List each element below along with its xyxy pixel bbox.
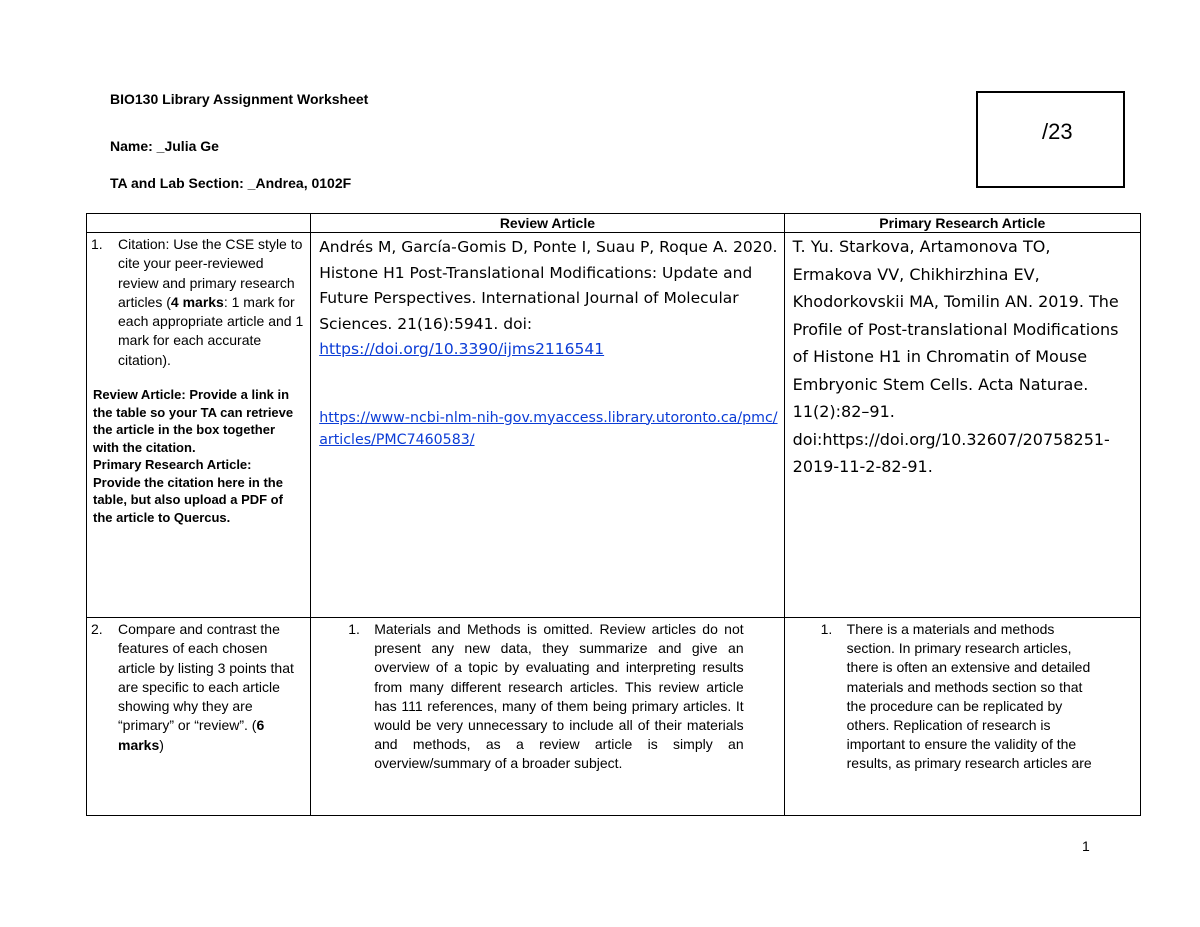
question-number: 1. [91, 236, 103, 252]
instructions [87, 370, 310, 532]
header-review-article: Review Article [311, 214, 784, 233]
question-text-end: ) [159, 736, 164, 753]
ta-lab-section: TA and Lab Section: _Andrea, 0102F [110, 175, 352, 191]
header-primary-article: Primary Research Article [784, 214, 1140, 233]
primary-answer-text: There is a materials and methods section. In primary research articles, there is often an extensive and detailed materials and methods section so that the procedure can be replicated by others. Replication of research is important to ensure the validity of the results, as primary research articles are [846, 621, 1092, 772]
review-answer-text: Materials and Methods is omitted. Review articles do not present any new data, they summarize and give an overview of a topic by evaluating and interpreting results from many different research articles. This review article has 111 references, many of them being primary articles. It would be very unnecessary to include all of their materials and methods, as a review article is simply an overview/summary of a broader subject. [374, 621, 744, 772]
question-text: Citation: Use the CSE style to cite your peer-reviewed review and primary research articles ( [118, 236, 303, 310]
primary-answer [785, 618, 1140, 774]
question-text-end: : 1 mark for each appropriate article and 1 mark for each accurate citation). [118, 293, 304, 368]
marks-label: 6 marks [118, 717, 265, 753]
score-box [976, 91, 1125, 188]
answer-number: 1. [348, 621, 360, 637]
header-empty [87, 214, 311, 233]
table-row [87, 618, 1141, 816]
review-citation-cell [311, 233, 784, 618]
review-link-block [319, 407, 777, 451]
review-answer [311, 618, 783, 774]
question-cell [87, 618, 311, 816]
student-name: Name: _Julia Ge [110, 138, 219, 154]
question-text: Compare and contrast the features of each chosen article by listing 3 points that are specific to each article showing why they are “primary” or “review”. ( [118, 621, 294, 734]
review-answer-cell [311, 618, 784, 816]
question-cell [87, 233, 311, 618]
page-number: 1 [1082, 838, 1090, 854]
review-citation [311, 233, 783, 451]
table-header-row [87, 214, 1141, 233]
review-doi-link[interactable]: https://doi.org/10.3390/ijms2116541 [319, 340, 605, 358]
table-row [87, 233, 1141, 618]
answer-number: 1. [820, 621, 833, 637]
review-citation-text: Andrés M, García-Gomis D, Ponte I, Suau P, Roque A. 2020. Histone H1 Post-Translational Modifications: Update and Future Perspectives. International Journal of Molecular Sciences. 21(16):5941. doi: [319, 238, 778, 333]
score-total: /23 [1042, 119, 1073, 144]
primary-answer-cell [784, 618, 1140, 816]
question-citation [87, 233, 310, 370]
primary-citation: T. Yu. Starkova, Artamonova TO, Ermakova VV, Chikhirzhina EV, Khodorkovskii MA, Tomilin AN. 2019. The Profile of Post-translational Modifications of Histone H1 in Chromatin of Mouse Embryonic Stem Cells. Acta Naturae. 11(2):82–91. doi:https://doi.org/10.32607/20758251-2019-11-2-82-91. [792, 237, 1119, 476]
worksheet-title: BIO130 Library Assignment Worksheet [110, 91, 369, 107]
marks-label: 4 marks [170, 293, 224, 310]
assignment-table [86, 213, 1141, 816]
review-article-link[interactable]: https://www-ncbi-nlm-nih-gov.myaccess.library.utoronto.ca/pmc/articles/PMC7460583/ [319, 409, 778, 448]
question-compare [87, 618, 310, 755]
instruction-review: Review Article: Provide a link in the table so your TA can retrieve the article in the box together with the citation. [93, 387, 294, 455]
instruction-primary: Primary Research Article: Provide the citation here in the table, but also upload a PDF of the article to Quercus. [93, 457, 283, 525]
primary-citation-cell [784, 233, 1140, 618]
question-number: 2. [91, 621, 103, 637]
